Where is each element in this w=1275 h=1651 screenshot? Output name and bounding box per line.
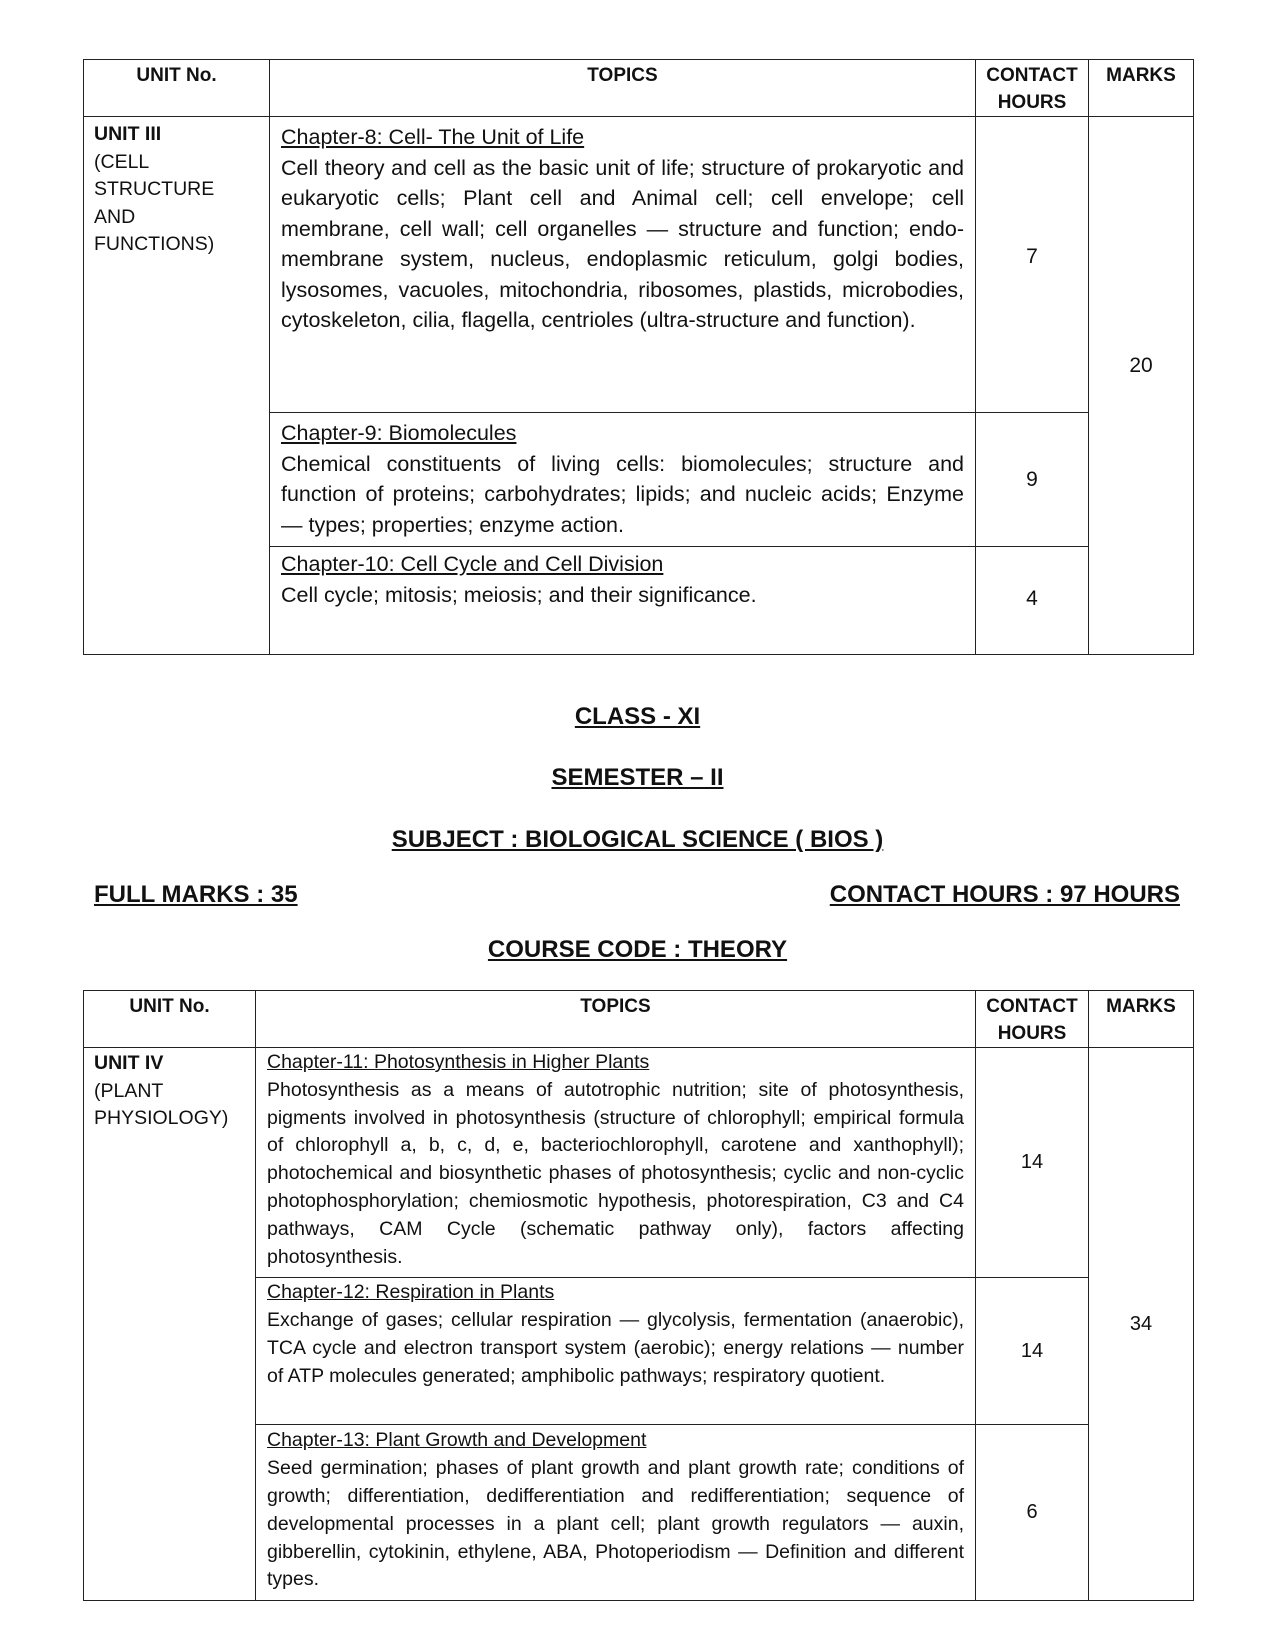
- marks-value: 34: [1089, 1048, 1194, 1601]
- table-header-row: [84, 991, 1194, 1048]
- chapter-title: Chapter-8: Cell- The Unit of Life: [281, 125, 585, 149]
- contact-hours-value: 4: [976, 547, 1089, 655]
- chapter-description: Exchange of gases; cellular respiration — glycolysis, fermentation (anaerobic), TCA cycle and electron transport system (aerobic); energy relations — number of ATP molecules generated; amphibolic pathways; respiratory quotient.: [267, 1309, 964, 1387]
- unit-description: (CELL STRUCTURE AND FUNCTIONS): [94, 150, 215, 255]
- syllabus-table-unit-3: [83, 59, 1194, 655]
- unit-cell: [84, 1048, 256, 1601]
- topic-cell: [256, 1425, 976, 1601]
- full-marks: FULL MARKS : 35: [94, 881, 298, 908]
- header-unit-no: UNIT No.: [84, 60, 270, 117]
- header-topics: TOPICS: [270, 60, 976, 117]
- chapter-description: Seed germination; phases of plant growth and plant growth rate; conditions of growth; differentiation, dedifferentiation and redifferentiation; sequence of developmental processes in a plant cell; plant growth regulators — auxin, gibberellin, cytokinin, ethylene, ABA, Photoperiodism — Definition and different types.: [267, 1457, 964, 1591]
- syllabus-table-unit-4: [83, 990, 1194, 1601]
- header-unit-no: UNIT No.: [84, 991, 256, 1048]
- contact-hours-value: 14: [976, 1278, 1089, 1425]
- chapter-description: Cell cycle; mitosis; meiosis; and their significance.: [281, 582, 757, 607]
- contact-hours-value: 6: [976, 1425, 1089, 1601]
- contact-hours-total: CONTACT HOURS : 97 HOURS: [829, 881, 1180, 908]
- contact-hours-value: 9: [976, 413, 1089, 547]
- course-code-heading: COURSE CODE : THEORY: [487, 936, 788, 963]
- topic-cell: [256, 1048, 976, 1278]
- unit-id: UNIT IV: [94, 1052, 164, 1074]
- unit-description: (PLANT PHYSIOLOGY): [94, 1079, 229, 1129]
- marks-value: 20: [1089, 117, 1194, 655]
- header-topics: TOPICS: [256, 991, 976, 1048]
- table-row: [84, 117, 1194, 413]
- subject-heading: SUBJECT : BIOLOGICAL SCIENCE ( BIOS ): [391, 826, 884, 853]
- chapter-title: Chapter-13: Plant Growth and Development: [267, 1429, 647, 1452]
- chapter-title: Chapter-12: Respiration in Plants: [267, 1281, 555, 1304]
- class-heading: CLASS - XI: [574, 703, 701, 730]
- contact-hours-value: 14: [976, 1048, 1089, 1278]
- topic-cell: [270, 413, 976, 547]
- chapter-title: Chapter-11: Photosynthesis in Higher Plants: [267, 1051, 650, 1073]
- header-contact-hours: CONTACT HOURS: [976, 60, 1089, 117]
- semester-heading: SEMESTER – II: [551, 764, 724, 791]
- chapter-description: Chemical constituents of living cells: biomolecules; structure and function of proteins; carbohydrates; lipids; and nucleic acids; Enzyme — types; properties; enzyme action.: [281, 451, 964, 537]
- header-marks: MARKS: [1089, 60, 1194, 117]
- topic-cell: [270, 547, 976, 655]
- table-row: [84, 1048, 1194, 1278]
- chapter-description: Photosynthesis as a means of autotrophic nutrition; site of photosynthesis, pigments involved in photosynthesis (structure of chlorophyll; empirical formula of chlorophyll a, b, c, d, e, bacteriochlorophyll, carotene and xanthophyll); photochemical and biosynthetic phases of photosynthesis; cyclic and non-cyclic photophosphorylation; chemiosmotic hypothesis, photorespiration, C3 and C4 pathways, CAM Cycle (schematic pathway only), factors affecting photosynthesis.: [267, 1078, 964, 1268]
- topic-cell: [270, 117, 976, 413]
- topic-cell: [256, 1278, 976, 1425]
- header-marks: MARKS: [1089, 991, 1194, 1048]
- contact-hours-value: 7: [976, 117, 1089, 413]
- unit-cell: [84, 117, 270, 655]
- table-header-row: [84, 60, 1194, 117]
- chapter-description: Cell theory and cell as the basic unit of life; structure of prokaryotic and eukaryotic cells; Plant cell and Animal cell; cell envelope; cell membrane, cell wall; cell organelles — structure and function; endo-membrane system, nucleus, endoplasmic reticulum, golgi bodies, lysosomes, vacuoles, mitochondria, ribosomes, plastids, microbodies, cytoskeleton, cilia, flagella, centrioles (ultra-structure and function).: [281, 155, 964, 332]
- chapter-title: Chapter-9: Biomolecules: [281, 421, 517, 445]
- unit-id: UNIT III: [94, 123, 162, 145]
- chapter-title: Chapter-10: Cell Cycle and Cell Division: [281, 552, 664, 576]
- header-contact-hours: CONTACT HOURS: [976, 991, 1089, 1048]
